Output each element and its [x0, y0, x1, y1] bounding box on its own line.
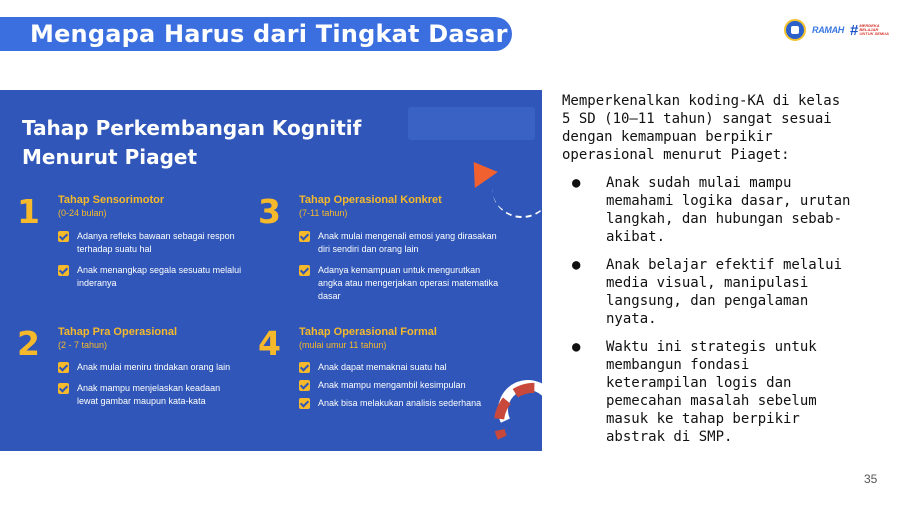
stage-number: 1 [17, 194, 43, 230]
dashed-flight-path [492, 182, 542, 218]
stage-item: Anak dapat memaknai suatu hal [299, 361, 504, 374]
stage-item: Adanya refleks bawaan sebagai respon terhadap suatu hal [58, 230, 243, 256]
page-number: 35 [864, 472, 878, 486]
stage-item: Anak mulai mengenali emosi yang dirasakan diri sendiri dan orang lain [299, 230, 499, 256]
slide-title-bar [0, 17, 512, 51]
bullet-dot-icon: ● [572, 257, 581, 273]
stage-title: Tahap Operasional Konkret [299, 194, 442, 206]
logo-group [784, 18, 890, 42]
checkbox-icon [299, 231, 310, 242]
stage-number: 3 [258, 194, 284, 230]
slide-title: Mengapa Harus dari Tingkat Dasar [30, 20, 508, 48]
bullet-dot-icon: ● [572, 339, 581, 355]
checkbox-icon [299, 380, 310, 391]
stage-title: Tahap Pra Operasional [58, 326, 178, 338]
stage-number: 2 [17, 326, 43, 362]
checkbox-icon [58, 231, 69, 242]
intro-paragraph: Memperkenalkan koding-KA di kelas 5 SD (10–11 tahun) sangat sesuai dengan kemampuan berpikir operasional menurut Piaget: [562, 93, 841, 163]
merdeka-belajar-logo: # MERDEKA BELAJAR UNTUK SEMUA [850, 21, 889, 39]
stage-age: (0-24 bulan) [58, 208, 107, 218]
checkbox-icon [58, 362, 69, 373]
infographic-title: Tahap Perkembangan Kognitif Menurut Piaget [22, 116, 362, 169]
explanation-text [562, 92, 852, 456]
stage-item: Anak mulai meniru tindakan orang lain [58, 361, 243, 374]
stage-item: Anak mampu menjelaskan keadaan lewat gambar maupun kata-kata [58, 382, 243, 408]
stage-age: (mulai umur 11 tahun) [299, 340, 387, 350]
stage-item: Adanya kemampuan untuk mengurutkan angka atau mengerjakan operasi matematika dasar [299, 264, 499, 303]
stage-age: (2 - 7 tahun) [58, 340, 108, 350]
stage-title: Tahap Sensorimotor [58, 194, 165, 206]
bullet-dot-icon: ● [572, 175, 581, 191]
bullet-item: ● Waktu ini strategis untuk membangun fondasi keterampilan logis dan pemecahan masalah sebelum masuk ke tahap berpikir abstrak di SMP. [572, 339, 817, 445]
stage-item: Anak menangkap segala sesuatu melalui inderanya [58, 264, 243, 290]
stage-title: Tahap Operasional Formal [299, 326, 437, 338]
stage-item: Anak mampu mengambil kesimpulan [299, 379, 504, 392]
stage-number: 4 [258, 326, 284, 362]
piaget-infographic [0, 90, 542, 451]
bullet-item: ● Anak sudah mulai mampu memahami logika dasar, urutan langkah, dan hubungan sebab-akibat. [572, 175, 851, 245]
checkbox-icon [299, 265, 310, 276]
stage-item: Anak bisa melakukan analisis sederhana [299, 397, 504, 410]
stage-age: (7-11 tahun) [299, 208, 348, 218]
tut-wuri-emblem-icon [784, 19, 806, 41]
ramah-logo: RAMAH [812, 25, 844, 35]
checkbox-icon [299, 398, 310, 409]
blurred-watermark [408, 107, 535, 140]
checkbox-icon [299, 362, 310, 373]
checkbox-icon [58, 383, 69, 394]
bullet-item: ● Anak belajar efektif melalui media visual, manipulasi langsung, dan pengalaman nyata. [572, 257, 843, 327]
checkbox-icon [58, 265, 69, 276]
